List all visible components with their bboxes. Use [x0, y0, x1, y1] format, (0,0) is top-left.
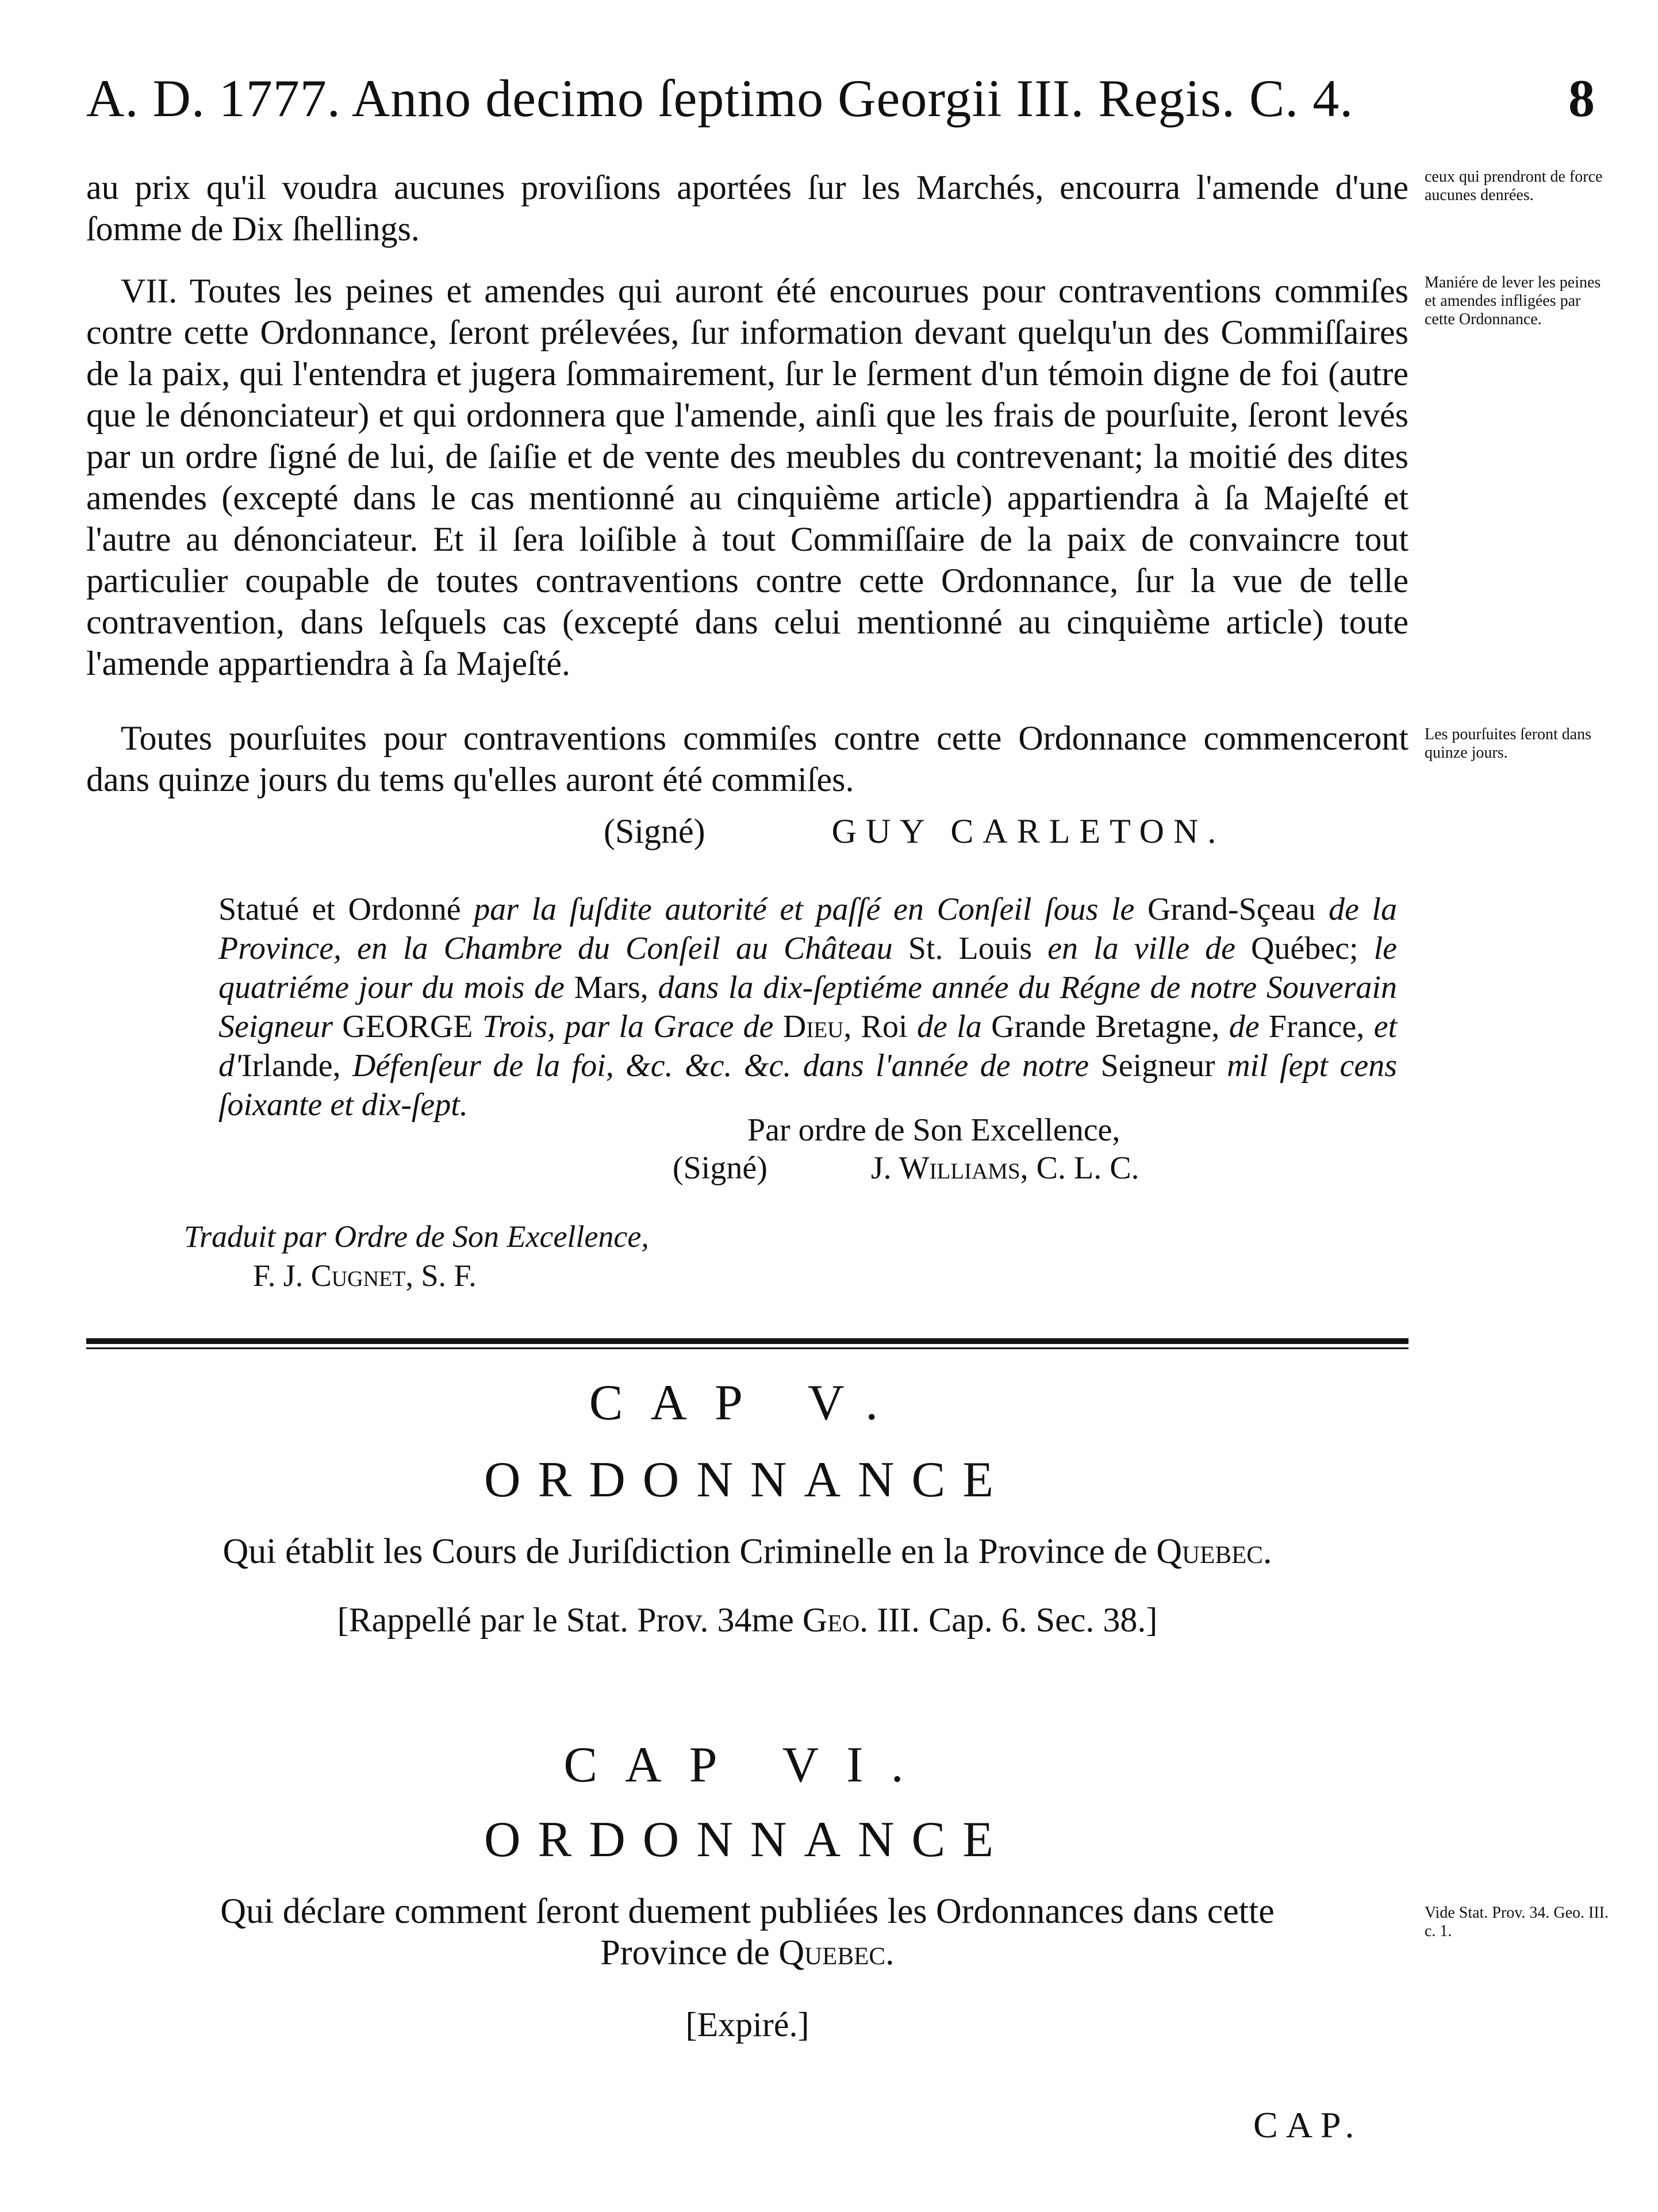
signature-carleton	[604, 812, 1225, 851]
running-header: A. D. 1777. Anno decimo ſeptimo Georgii III. Regis. C. 4.	[86, 69, 1354, 128]
enactment-text: France,	[1268, 1009, 1365, 1044]
enactment-text: Mars,	[574, 970, 648, 1005]
enactment-text: GEORGE	[342, 1009, 473, 1044]
margin-note-vide-stat: Vide Stat. Prov. 34. Geo. III. c. 1.	[1425, 1904, 1609, 1940]
enactment-text: Irlande,	[241, 1048, 341, 1084]
cap-vi-subtitle-line1: Qui déclare comment ſeront duement publiées les Ordonnances dans cette	[220, 1892, 1275, 1931]
section-divider-thin	[86, 1347, 1408, 1349]
cap-vi-subtitle-text: Province de	[600, 1933, 779, 1972]
enactment-text: St. Louis	[908, 931, 1033, 966]
catchword: CAP.	[1253, 2105, 1363, 2145]
translator-name: F. J. Cugnet, S. F.	[253, 1258, 477, 1293]
enactment-text: Statué et Ordonné	[218, 892, 461, 927]
enactment-text: Trois, par la Grace de	[473, 1009, 783, 1044]
page-number: 8	[1568, 69, 1595, 128]
williams-name: J. Williams, C. L. C.	[870, 1150, 1139, 1186]
cap-v-note-geo: Geo.	[802, 1601, 869, 1639]
cap-vi-subtitle-line2	[86, 1933, 1408, 1973]
enactment-text: de la	[907, 1009, 992, 1044]
paragraph-article-vii: VII. Toutes les peines et amendes qui auront été encourues pour contraventions commiſes contre cette Ordonnance, ſeront prélevées, ſur information devant quelqu'un des Commiſſaires de la paix, qui l'entendra et jugera ſommairement, ſur le ſerment d'un témoin digne de foi (autre que le dénonciateur) et qui ordonnera que l'amende, ainſi que les frais de pourſuite, ſeront levés par un ordre ſigné de lui, de ſaiſie et de vente des meubles du contrevenant; la moitié des dites amendes (excepté dans le cas mentionné au cinquième article) appartiendra à ſa Majeſté et l'autre au dénonciateur. Et il ſera loiſible à tout Commiſſaire de la paix de convaincre tout particulier coupable de toutes contraventions contre cette Ordonnance, ſur la vue de telle contravention, dans leſquels cas (excepté dans celui mentionné au cinquième article) toute l'amende appartiendra à ſa Majeſté.	[86, 272, 1408, 682]
cap-v-note-text-end: III. Cap. 6. Sec. 38.]	[868, 1601, 1158, 1639]
enactment-text: Dieu	[782, 1009, 844, 1044]
cap-v-subtitle	[86, 1531, 1408, 1572]
margin-note-denrees: ceux qui prendront de force aucunes denrées.	[1425, 168, 1603, 204]
paragraph-poursuites: Toutes pourſuites pour contraventions commiſes contre cette Ordonnance commenceront dans quinze jours du tems qu'elles auront été commiſes.	[86, 719, 1408, 798]
signature-name: GUY CARLETON.	[831, 812, 1226, 850]
cap-vi-expired-note: [Expiré.]	[685, 2006, 809, 2044]
section-divider-thick	[86, 1338, 1408, 1344]
enactment-text: Grande Bretagne,	[991, 1009, 1220, 1044]
cap-v-subtitle-text: Qui établit les Cours de Juriſdiction Criminelle en la Province de	[222, 1532, 1157, 1571]
cap-vi-subtitle-place: Quebec.	[778, 1933, 895, 1972]
margin-note-peines: Maniére de lever les peines et amendes infligées par cette Ordonnance.	[1425, 274, 1601, 328]
enactment-text: de	[1219, 1009, 1269, 1044]
enactment-text: Seigneur	[1100, 1048, 1215, 1084]
par-ordre-line: Par ordre de Son Excellence,	[747, 1112, 1120, 1148]
enactment-text: en la ville de	[1032, 931, 1251, 966]
enactment-text: de la Province, en la Chambre du Conſeil au Château	[218, 892, 1397, 966]
cap-vi-ordonnance: ORDONNANCE	[484, 1812, 1011, 1868]
cap-v-note-text: [Rappellé par le Stat. Prov. 34me	[337, 1601, 803, 1639]
cap-vi-heading: CAP VI.	[563, 1737, 931, 1793]
enactment-text: Roi	[861, 1009, 908, 1044]
cap-v-ordonnance: ORDONNANCE	[484, 1452, 1011, 1508]
cap-v-heading: CAP V.	[589, 1375, 906, 1431]
signature-signe: (Signé)	[604, 812, 705, 850]
enactment-text: ,	[843, 1009, 861, 1044]
margin-note-poursuites: Les pourſuites ſeront dans quinze jours.	[1425, 725, 1592, 762]
enactment-text: Grand-Sçeau	[1147, 892, 1316, 927]
paragraph-provisions: au prix qu'il voudra aucunes proviſions aportées ſur les Marchés, encourra l'amende d'une ſomme de Dix ſhellings.	[86, 168, 1408, 248]
enactment-text: le quatriéme jour du mois de	[218, 931, 1398, 1005]
cap-v-subtitle-place: Quebec.	[1156, 1532, 1272, 1571]
translation-note: Traduit par Ordre de Son Excellence,	[184, 1219, 649, 1254]
enactment-clause	[218, 890, 1397, 1124]
enactment-text: mil ſept cens ſoixante et dix-ſept.	[218, 1048, 1397, 1123]
enactment-text: Québec;	[1250, 931, 1358, 966]
enactment-text: dans la dix-ſeptiéme année du Régne de notre Souverain Seigneur	[218, 970, 1397, 1044]
signature-williams	[673, 1150, 1139, 1186]
enactment-text: Défenſeur de la foi, &c. &c. &c. dans l'année de notre	[340, 1048, 1101, 1084]
cap-v-repeal-note	[86, 1600, 1408, 1640]
williams-signe: (Signé)	[673, 1150, 767, 1186]
enactment-text: par la ſuſdite autorité et paſſé en Conſeil ſous le	[460, 892, 1148, 927]
enactment-text: et d'	[218, 1009, 1398, 1084]
